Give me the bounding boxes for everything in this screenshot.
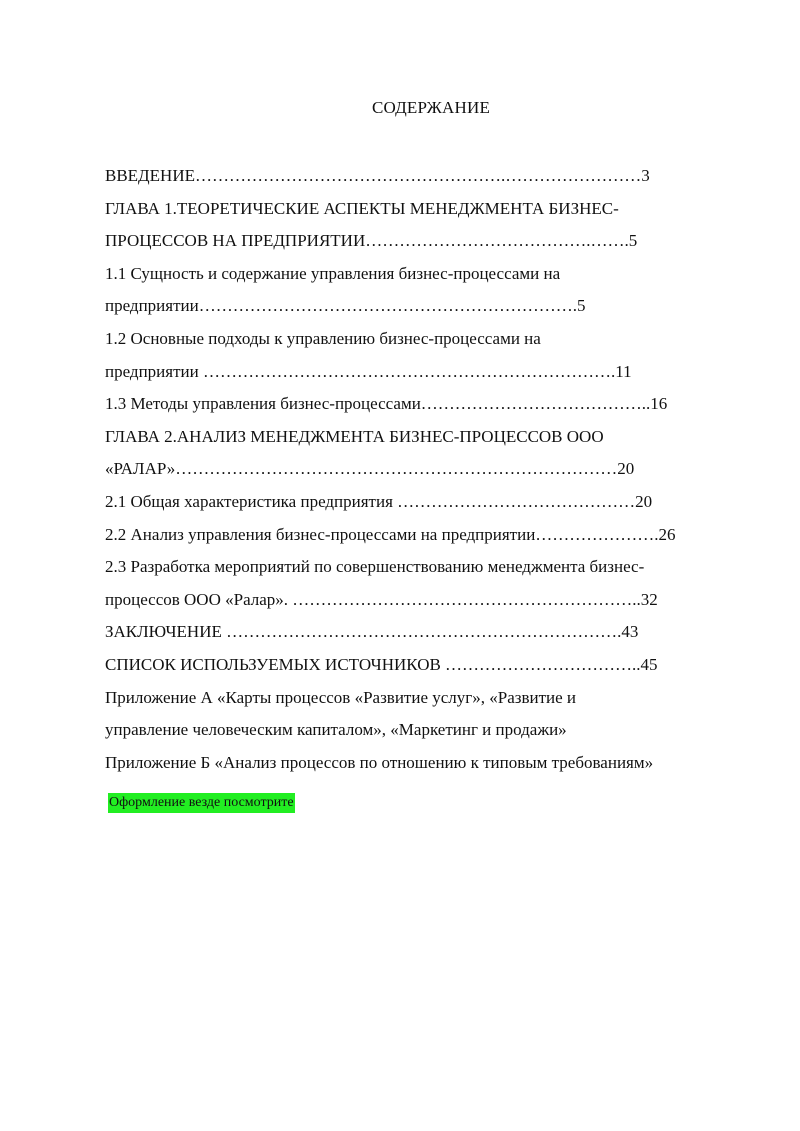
toc-line: процессов ООО «Ралар». ……………………………………………………..32	[105, 589, 658, 609]
toc-line: 2.3 Разработка мероприятий по совершенствованию менеджмента бизнес-	[105, 557, 645, 577]
toc-line: «РАЛАР»……………………………………………………………………20	[105, 459, 635, 479]
toc-line: 1.3 Методы управления бизнес-процессами…………………………………..16	[105, 394, 668, 414]
toc-line: управление человеческим капиталом», «Маркетинг и продажи»	[105, 720, 567, 740]
table-of-contents	[105, 160, 745, 779]
toc-line: 2.2 Анализ управления бизнес-процессами на предприятии………………….26	[105, 524, 676, 544]
highlighted-comment: Оформление везде посмотрите	[108, 793, 295, 813]
toc-line: предприятии………………………………………………………….5	[105, 296, 586, 316]
toc-line: 1.2 Основные подходы к управлению бизнес-процессами на	[105, 328, 541, 348]
toc-line: ЗАКЛЮЧЕНИЕ …………………………………………………………….43	[105, 622, 639, 642]
toc-line: ГЛАВА 1.ТЕОРЕТИЧЕСКИЕ АСПЕКТЫ МЕНЕДЖМЕНТА БИЗНЕС-	[105, 198, 619, 218]
toc-line: Приложение А «Карты процессов «Развитие услуг», «Развитие и	[105, 687, 577, 707]
toc-line: ВВЕДЕНИЕ……………………………………………….……………………3	[105, 166, 650, 185]
toc-line: 2.1 Общая характеристика предприятия ……………………………………20	[105, 491, 653, 511]
toc-line: СПИСОК ИСПОЛЬЗУЕМЫХ ИСТОЧНИКОВ ……………………………..45	[105, 654, 658, 674]
toc-line: предприятии ……………………………………………………………….11	[105, 361, 632, 381]
toc-line: 1.1 Сущность и содержание управления бизнес-процессами на	[105, 263, 561, 283]
toc-line: ПРОЦЕССОВ НА ПРЕДПРИЯТИИ………………………………….…….5	[105, 231, 638, 251]
toc-title: СОДЕРЖАНИЕ	[371, 98, 491, 117]
toc-line: Приложение Б «Анализ процессов по отношению к типовым требованиям»	[105, 752, 654, 772]
toc-line: ГЛАВА 2.АНАЛИЗ МЕНЕДЖМЕНТА БИЗНЕС-ПРОЦЕССОВ ООО	[105, 426, 604, 446]
